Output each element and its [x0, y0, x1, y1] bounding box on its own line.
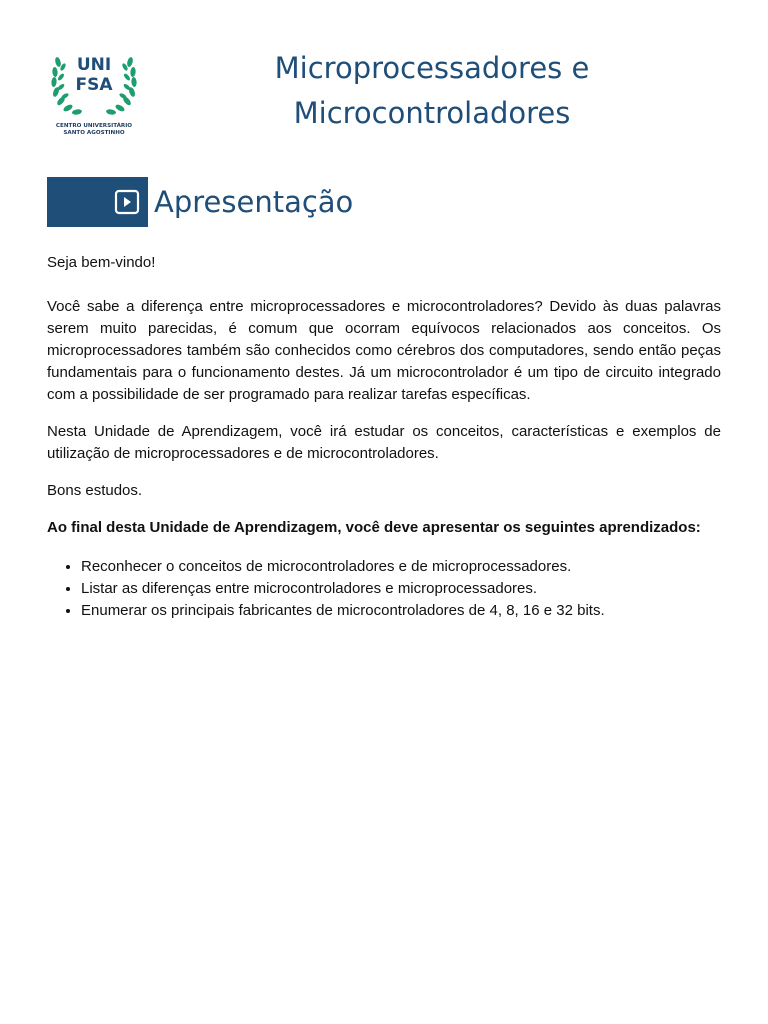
unifsa-logo [48, 48, 140, 140]
logo-caption-line2: SANTO AGOSTINHO [63, 130, 125, 136]
objectives-list [47, 556, 721, 622]
intro-paragraph: Você sabe a diferença entre microprocessadores e microcontroladores? Devido às duas palavras serem muito parecidas, é comum que ocorram equívocos relacionados aos conceitos. Os microprocessadores também são conhecidos como cérebros dos computadores, sendo então peças fundamentais para o funcionamento destes. Já um microcontrolador é um tipo de circuito integrado com a possibilidade de ser programado para realizar tarefas específicas. [47, 298, 721, 403]
closing-text: Bons estudos. [47, 482, 143, 499]
logo-text-fsa: FSA [75, 75, 113, 95]
unit-paragraph: Nesta Unidade de Aprendizagem, você irá estudar os conceitos, características e exemplos de utilização de microprocessadores e de microcontroladores. [47, 423, 721, 462]
section-title: Apresentação [154, 185, 354, 219]
main-content [47, 252, 721, 622]
section-header [47, 177, 353, 227]
section-accent-bar [47, 177, 148, 227]
objective-item: • Reconhecer o conceitos de microcontroladores e de microprocessadores. [81, 556, 721, 578]
play-icon [114, 189, 140, 215]
logo-text-uni: UNI [76, 55, 112, 75]
document-title-line2: Microcontroladores [293, 96, 571, 130]
objective-item: • Enumerar os principais fabricantes de microcontroladores de 4, 8, 16 e 32 bits. [81, 600, 721, 622]
document-title [200, 46, 664, 136]
unifsa-logo-graphic [48, 48, 140, 140]
objectives-heading: Ao final desta Unidade de Aprendizagem, você deve apresentar os seguintes aprendizados: [47, 519, 701, 536]
greeting-text: Seja bem-vindo! [47, 254, 156, 271]
document-title-line1: Microprocessadores e [274, 51, 590, 85]
objective-item: • Listar as diferenças entre microcontroladores e microprocessadores. [81, 578, 721, 600]
logo-caption-line1: CENTRO UNIVERSITÁRIO [55, 123, 133, 129]
